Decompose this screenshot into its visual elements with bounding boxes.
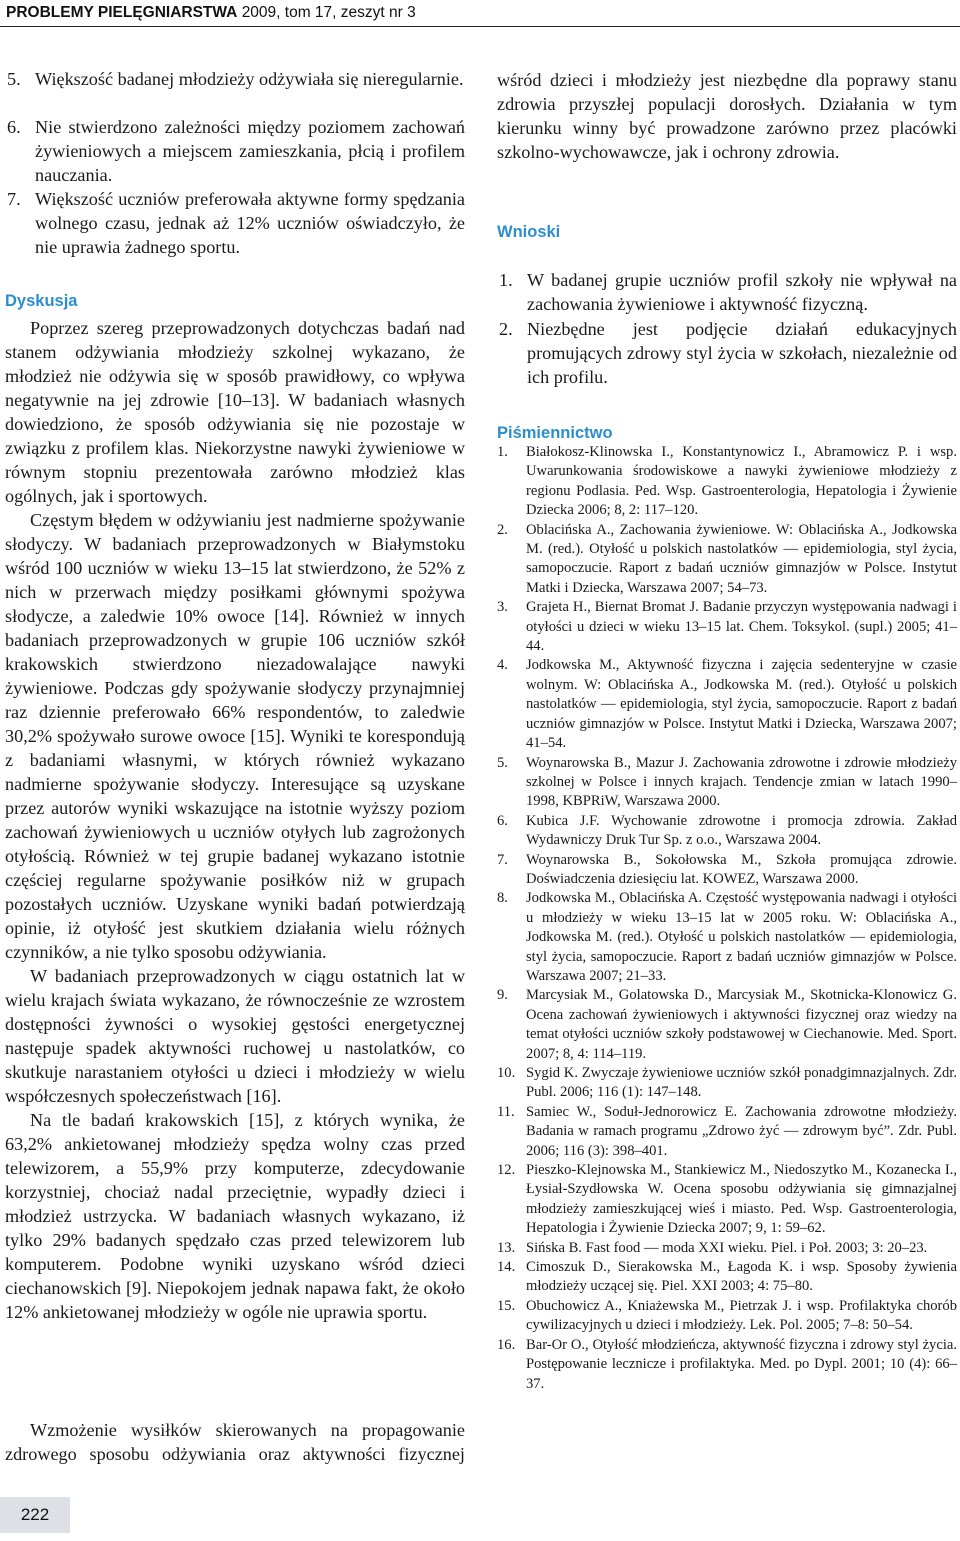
reference-text: Oblacińska A., Zachowania żywieniowe. W: Oblacińska A., Jodkowska M. (red.). Otyłość u polskich nastolatków — epidemiologia, styl życia, samopoczucie. Raport z badań uczniów gimnazjów w Polsce. Instytut Matki i Dziecka, Warszawa 2007; 54–73.: [526, 521, 957, 596]
reference-number: 16.: [497, 1336, 516, 1353]
reference-number: 8.: [497, 890, 508, 907]
reference-item: [497, 851, 957, 890]
section-heading-conclusions: Wnioski: [497, 223, 561, 241]
item-number: 1.: [499, 270, 513, 290]
results-item: [5, 115, 465, 187]
reference-item: [497, 889, 957, 986]
reference-item: [497, 986, 957, 1064]
reference-number: 15.: [497, 1297, 516, 1314]
reference-item: [497, 521, 957, 599]
reference-number: 2.: [497, 521, 508, 538]
reference-text: Sińska B. Fast food — moda XXI wieku. Piel. i Poł. 2003; 3: 20–23.: [526, 1239, 928, 1256]
paragraph: W badaniach przeprowadzonych w ciągu ostatnich lat w wielu krajach świata wykazano, że równocześnie ze wzrostem dostępności żywności o wysokiej gęstości energetycznej następuje spadek aktywności ruchowej u nastolatków, co skutkuje narastaniem otyłości u dzieci i młodzieży w wielu współczesnych społeczeństwach [16].: [5, 966, 465, 1106]
item-text: Niezbędne jest podjęcie działań edukacyjnych promujących zdrowy styl życia w szkołach, niezależnie od ich profilu.: [527, 319, 957, 387]
reference-list: [497, 443, 957, 1394]
reference-text: Samiec W., Soduł-Jednorowicz E. Zachowania zdrowotne młodzieży. Badania w ramach programu „Zdrowo żyć — zdrowym być”. Zdr. Publ. 2006; 116 (3): 398–401.: [526, 1103, 957, 1159]
reference-text: Grajeta H., Biernat Bromat J. Badanie przyczyn występowania nadwagi i otyłości u dzieci w wieku 13–15 lat. Chem. Toksykol. (supl.) 2005; 41–44.: [526, 599, 957, 655]
conclusion-item: [497, 317, 957, 389]
reference-text: Woynarowska B., Sokołowska M., Szkoła promująca zdrowie. Doświadczenia dziesięciu lat. KOWEZ, Warszawa 2000.: [526, 851, 957, 887]
reference-text: Pieszko-Klejnowska M., Stankiewicz M., Niedoszytko M., Kozanecka I., Łysiał-Szydłowska W. Ocena sposobu odżywiania się gimnazjalnej młodzieży zamieszkującej wieś i miasto. Ped. Wsp. Gastroenterologia, Hepatologia i Żywienie Dziecka 2007; 9, 1: 59–62.: [526, 1162, 957, 1237]
reference-number: 13.: [497, 1239, 516, 1256]
reference-text: Woynarowska B., Mazur J. Zachowania zdrowotne i zdrowie młodzieży szkolnej w Polsce i innych krajach. Tendencje zmian w latach 1990–1998, KBPRiW, Warszawa 2000.: [526, 754, 957, 810]
item-number: 2.: [499, 319, 513, 339]
reference-item: [497, 1336, 957, 1394]
reference-text: Marcysiak M., Golatowska D., Marcysiak M., Skotnicka-Klonowicz G. Ocena zachowań żywieniowych i aktywności fizycznej oraz wiedzy na temat otyłości uczniów szkoły podstawowej w Ciechanowie. Med. Sport. 2007; 8, 4: 114–119.: [526, 987, 957, 1062]
reference-number: 5.: [497, 754, 508, 771]
reference-item: [497, 1239, 957, 1258]
reference-number: 11.: [497, 1103, 515, 1120]
reference-number: 4.: [497, 657, 508, 674]
paragraph: wśród dzieci i młodzieży jest niezbędne dla poprawy stanu zdrowia przyszłej populacji dorosłych. Działania w tym kierunku winny być prowadzone zarówno przez placówki szkolno-wychowawcze, jak i ochrony zdrowia.: [497, 70, 957, 162]
item-number: 5.: [7, 69, 21, 89]
item-number: 6.: [7, 117, 21, 137]
reference-item: [497, 598, 957, 656]
reference-item: [497, 812, 957, 851]
reference-text: Białokosz-Klinowska I., Konstantynowicz I., Abramowicz P. i wsp. Uwarunkowania środowiskowe a nawyki żywieniowe młodzieży z regionu Podlasia. Ped. Wsp. Gastroenterologia, Hepatologia i Żywienie Dziecka 2006; 8, 2: 117–120.: [526, 444, 957, 519]
reference-item: [497, 443, 957, 521]
conclusion-item: [497, 268, 957, 316]
reference-text: Obuchowicz A., Kniażewska M., Pietrzak J. i wsp. Profilaktyka chorób cywilizacyjnych u dzieci i młodzieży. Lek. Pol. 2005; 7–8: 50–54.: [526, 1297, 957, 1334]
item-number: 7.: [7, 189, 21, 209]
item-text: W badanej grupie uczniów profil szkoły nie wpływał na zachowania żywieniowe i aktywność fizyczną.: [527, 270, 957, 314]
reference-number: 9.: [497, 987, 508, 1004]
reference-text: Bar-Or O., Otyłość młodzieńcza, aktywność fizyczna i zdrowy styl życia. Postępowanie lecznicze i profilaktyka. Med. po Dypl. 2001; 10 (4): 66–37.: [526, 1336, 957, 1392]
reference-number: 12.: [497, 1162, 516, 1179]
item-text: Większość uczniów preferowała aktywne formy spędzania wolnego czasu, jednak aż 12% uczniów oświadczyło, że nie uprawia żadnego sportu.: [35, 189, 465, 257]
journal-title: [6, 4, 416, 22]
reference-number: 7.: [497, 851, 508, 868]
reference-number: 6.: [497, 812, 508, 829]
reference-item: [497, 1258, 957, 1297]
reference-text: Jodkowska M., Oblacińska A. Częstość występowania nadwagi i otyłości u młodzieży w wieku 13–15 lat w 2005 roku. W: Oblacińska A., Jodkowska M. (red.). Otyłość u polskich nastolatków — epidemiologia, styl życia, samopoczucie. Raport z badań uczniów gimnazjów w Polsce. Warszawa 2007; 21–33.: [526, 890, 957, 984]
paragraph: Na tle badań krakowskich [15], z których wynika, że 63,2% ankietowanej młodzieży spędza wolny czas przed telewizorem, a 55,9% przy komputerze, zdecydowanie korzystniej, chociaż nadal przeciętnie, wypadły dzieci i młodzież ustrzycka. W badaniach własnych wykazano, iż tylko 29% badanych spędzało czas przed telewizorem lub komputerem. Podobne wyniki uzyskano wśród dzieci ciechanowskich [9]. Niepokojem jednak napawa fakt, że około 12% ankietowanej młodzieży w ogóle nie uprawia sportu.: [5, 1110, 465, 1322]
item-text: Nie stwierdzono zależności między poziomem zachowań żywieniowych a miejscem zamieszkania, płcią i profilem nauczania.: [35, 117, 465, 185]
reference-number: 1.: [497, 444, 508, 460]
page-number: 222: [0, 1497, 70, 1533]
journal-name: PROBLEMY PIELĘGNIARSTWA: [6, 4, 238, 21]
reference-item: [497, 656, 957, 753]
discussion-text-continued: [5, 1418, 465, 1466]
paragraph: Wzmożenie wysiłków skierowanych na propagowanie zdrowego sposobu odżywiania oraz aktywności fizycznej: [5, 1420, 465, 1464]
section-heading-discussion: Dyskusja: [5, 292, 78, 310]
reference-text: Jodkowska M., Aktywność fizyczna i zajęcia sedenteryjne w czasie wolnym. W: Oblacińska A., Jodkowska M. (red.). Otyłość u polskich nastolatków — epidemiologia, styl życia, samopoczucie. Raport z badań uczniów gimnazjów w Polsce. Instytut Matki i Dziecka, Warszawa 2007; 41–54.: [526, 657, 957, 752]
paragraph: Poprzez szereg przeprowadzonych dotychczas badań nad stanem odżywiania młodzieży szkolnej wykazano, że młodzież nie odżywia się w sposób prawidłowy, co wpływa negatywnie na jej zdrowie [10–13]. W badaniach własnych dowiedziono, że sposób odżywiania się nie pozostaje w związku z profilem klas. Niekorzystne nawyki żywieniowe w równym stopniu prezentowała zarówno młodzież klas ogólnych, jak i sportowych.: [5, 318, 465, 506]
results-item: [5, 67, 465, 91]
reference-item: [497, 1103, 957, 1161]
reference-item: [497, 1297, 957, 1336]
results-item: [5, 187, 465, 259]
continued-paragraph: [497, 68, 957, 164]
journal-issue: 2009, tom 17, zeszyt nr 3: [241, 4, 416, 21]
discussion-text-end: [497, 68, 957, 192]
paragraph: Częstym błędem w odżywianiu jest nadmierne spożywanie słodyczy. W badaniach przeprowadzonych w Białymstoku wśród 100 uczniów w wieku 13–15 lat stwierdzono, że 52% z nich w przerwach między posiłkami głównymi spożywa słodycze, a zaledwie 10% owoce [14]. Również w innych badaniach przeprowadzonych w grupie 106 uczniów szkół krakowskich stwierdzono niezadowalające nawyki żywieniowe. Podczas gdy spożywanie słodyczy przynajmniej raz dziennie preferowało 66% respondentów, to zaledwie 30,2% spożywało surowe owoce [15]. Wyniki te korespondują z badaniami własnymi, w których również wykazano nadmierne spożywanie słodyczy. Interesujące są uzyskane przez autorów wyniki wskazujące na istotnie wyższy poziom zachowań żywieniowych u uczniów otyłych lub zagrożonych otyłością. Również w tej grupie badanej wykazano istotnie częściej regularne spożywanie posiłków niż w grupach pozostałych uczniów. Uzyskane wyniki badań potwierdzają opinie, iż otyłość jest skutkiem działania wielu różnych czynników, a nie tylko sposobu odżywiania.: [5, 510, 465, 962]
reference-number: 14.: [497, 1259, 516, 1276]
reference-item: [497, 754, 957, 812]
reference-number: 10.: [497, 1065, 516, 1081]
item-text: Większość badanej młodzieży odżywiała się nieregularnie.: [35, 69, 464, 89]
reference-item: [497, 1161, 957, 1239]
reference-number: 3.: [497, 599, 508, 616]
reference-text: Sygid K. Zwyczaje żywieniowe uczniów szkół ponadgimnazjalnych. Zdr. Publ. 2006; 116 (1): 147–148.: [526, 1065, 957, 1101]
reference-text: Cimoszuk D., Sierakowska M., Łagoda K. i wsp. Sposoby żywienia młodzieży uczącej się. Piel. XXI 2003; 4: 75–80.: [526, 1259, 957, 1295]
reference-item: [497, 1064, 957, 1103]
running-header: [0, 0, 960, 27]
discussion-text: [5, 316, 465, 1324]
section-heading-references: Piśmiennictwo: [497, 424, 613, 442]
reference-text: Kubica J.F. Wychowanie zdrowotne i promocja zdrowia. Zakład Wydawniczy Druk Tur Sp. z o.o., Warszawa 2004.: [526, 812, 957, 849]
